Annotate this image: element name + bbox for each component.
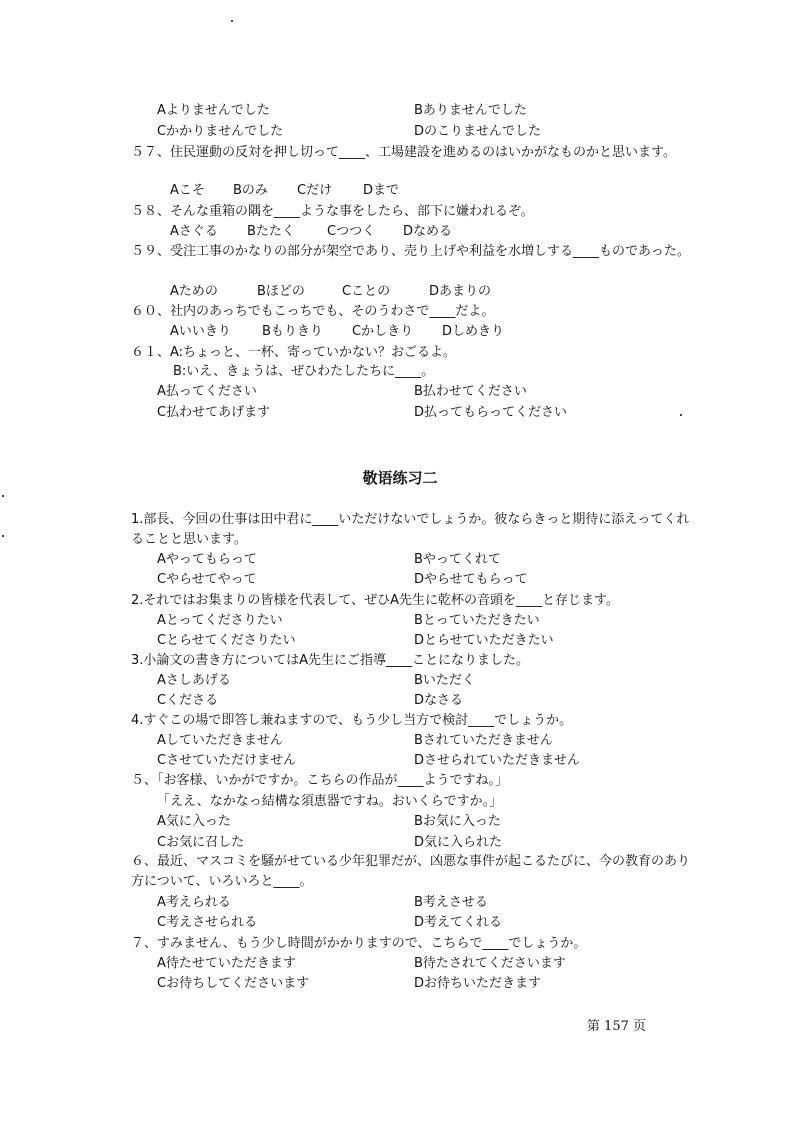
question-57: ５７、住民運動の反対を押し切って____、工場建設を進めるのはいかがなものかと思います。 <box>131 145 676 160</box>
question-5: ５、「お客様、いかがですか。こちらの作品が____ようですね。」 <box>131 773 509 788</box>
option: A待たせていただきます <box>157 956 296 971</box>
option: Bのみ <box>233 183 268 198</box>
option: Cかかりませんでした <box>157 124 284 139</box>
option: D考えてくれる <box>414 915 503 930</box>
option: Aよりませんでした <box>157 103 270 118</box>
option: Dまで <box>363 183 400 198</box>
option: Cとらせてくださりたい <box>157 633 296 648</box>
option: Cくださる <box>157 693 219 708</box>
question-60: ６０、社内のあっちでもこっちでも、そのうわさで____だよ。 <box>131 304 495 319</box>
option: Bお気に入った <box>414 814 501 829</box>
option: Aいいきり <box>170 324 231 339</box>
option: Dなさる <box>414 693 464 708</box>
question-3: 3.小論文の書き方についてはA先生にご指導____ことになりました。 <box>131 653 530 668</box>
question-6: ６、最近、マスコミを騒がせている少年犯罪だが、凶悪な事件が起こるたびに、今の教育のあり方について、いろいろと____。 <box>131 854 691 889</box>
option: Bほどの <box>257 284 305 299</box>
option: Cことの <box>342 284 391 299</box>
scan-speck <box>2 535 4 537</box>
option: Bいただく <box>414 673 475 688</box>
option: C払わせてあげます <box>157 405 271 420</box>
question-7: ７、すみません、もう少し時間がかかりますので、こちらで____でしょうか。 <box>131 936 587 951</box>
option: A考えられる <box>157 895 231 910</box>
option: Cだけ <box>297 183 333 198</box>
option: Cかしきり <box>352 324 414 339</box>
option: Cさせていただけません <box>157 753 297 768</box>
question-59: ５９、受注工事のかなりの部分が架空であり、売り上げや利益を水増しする____ものであった。 <box>131 244 690 259</box>
section-title: 敬语练习二 <box>362 469 438 487</box>
scan-speck <box>680 414 682 416</box>
option: Aこそ <box>170 183 205 198</box>
option: Cお待ちしてくださいます <box>157 976 310 991</box>
question-58: ５８、そんな重箱の隅を____ような事をしたら、部下に嫌われるぞ。 <box>131 204 534 219</box>
option: B払わせてください <box>414 384 527 399</box>
question-5-reply: 「ええ、なかなっ結構な須恵器ですね。おいくらですか。」 <box>157 794 503 809</box>
option: Cお気に召した <box>157 835 245 850</box>
option: Aさしあげる <box>157 673 231 688</box>
option: B待たされてくださいます <box>414 956 566 971</box>
option: Bとっていただきたい <box>414 613 540 628</box>
question-2: 2.それではお集まりの皆様を代表して、ぜひA先生に乾杯の音頭を____と存じます。 <box>131 593 619 608</box>
option: Cやらせてやって <box>157 572 257 587</box>
option: Dとらせていただきたい <box>414 633 554 648</box>
option: A払ってください <box>157 384 257 399</box>
option: A気に入った <box>157 814 231 829</box>
option: Bされていただきません <box>414 733 553 748</box>
option: Aさぐる <box>170 224 218 239</box>
question-61: ６１、A:ちょっと、一杯、寄っていかない？おごるよ。 <box>131 345 457 360</box>
option: Cつつく <box>327 224 376 239</box>
option: Aやってもらって <box>157 552 257 567</box>
option: Aとってくださりたい <box>157 613 283 628</box>
question-1: 1.部長、今回の仕事は田中君に____いただけないでしょうか。彼ならきっと期待に添えってくれることと思います。 <box>131 512 690 547</box>
option: Dしめきり <box>442 324 505 339</box>
scan-speck <box>231 20 233 22</box>
option: Dお待ちいただきます <box>414 976 542 991</box>
question-61-reply: B:いえ、きょうは、ぜひわたしたちに____。 <box>173 364 435 379</box>
option: Dさせられていただきません <box>414 753 581 768</box>
option: B考えさせる <box>414 895 488 910</box>
option: Dのこりませんでした <box>414 124 542 139</box>
option: Bありませんでした <box>414 103 527 118</box>
option: Dなめる <box>403 224 453 239</box>
option: Dやらせてもらって <box>414 572 528 587</box>
option: Aしていただきません <box>157 733 283 748</box>
option: Aための <box>170 284 218 299</box>
question-4: 4.すぐこの場で即答し兼ねますので、もう少し当方で検討____でしょうか。 <box>131 713 573 728</box>
option: D払ってもらってください <box>414 405 568 420</box>
option: C考えさせられる <box>157 915 258 930</box>
option: D気に入られた <box>414 835 503 850</box>
option: Bたたく <box>247 224 295 239</box>
option: Bやってくれて <box>414 552 501 567</box>
scan-speck <box>2 495 4 497</box>
page-number: 第 157 页 <box>586 1019 646 1034</box>
option: Bもりきり <box>262 324 323 339</box>
option: Dあまりの <box>429 284 492 299</box>
